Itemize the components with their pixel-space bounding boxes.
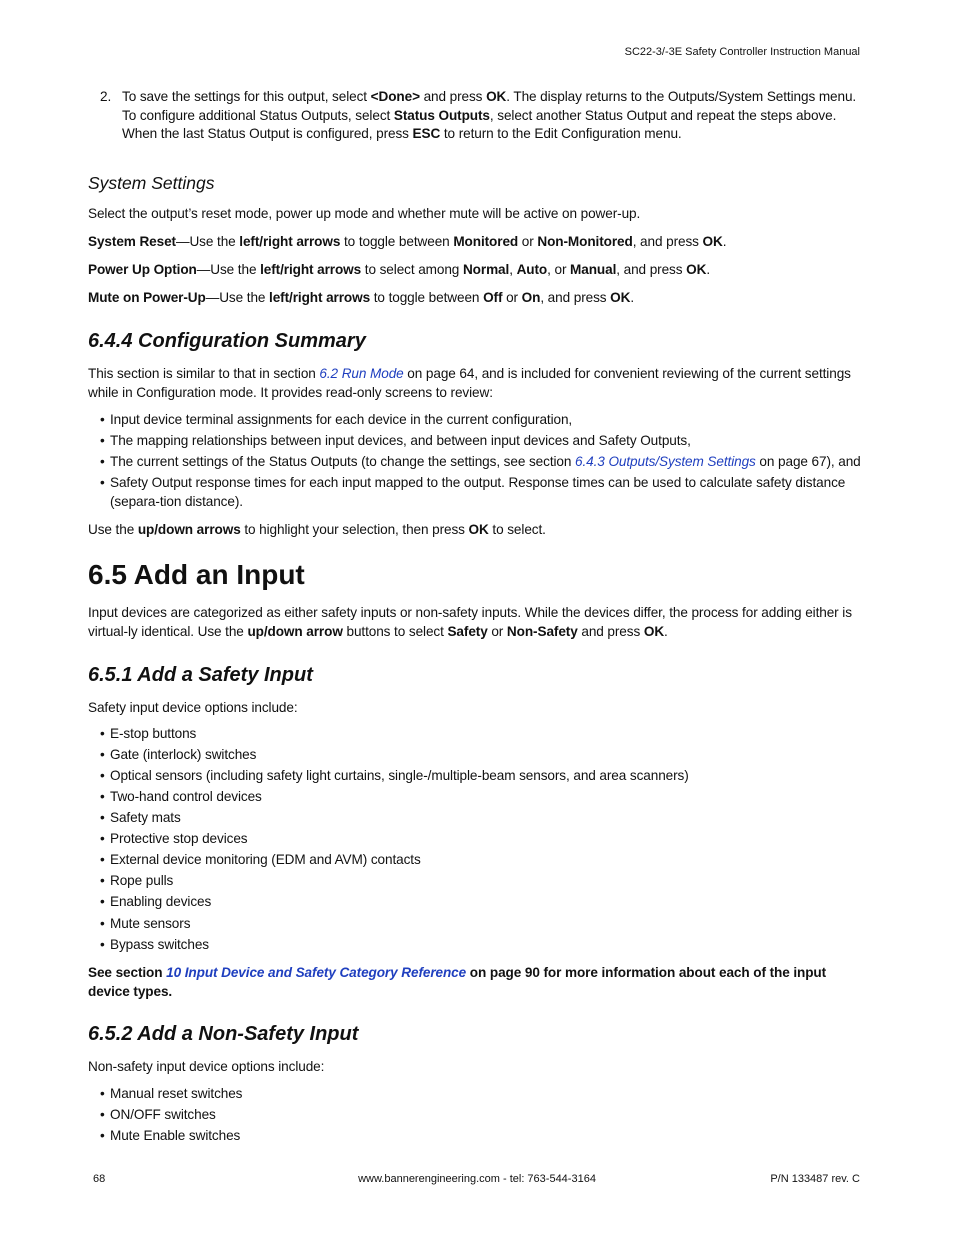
- bullet-icon: •: [100, 1107, 105, 1122]
- bullet-icon: •: [100, 916, 105, 931]
- bullet-icon: •: [100, 1086, 105, 1101]
- power-up-option-paragraph: Power Up Option—Use the left/right arrows to select among Normal, Auto, or Manual, and press OK.: [88, 262, 711, 277]
- bullet-icon: •: [100, 937, 105, 952]
- manual-page: SC22-3/-3E Safety Controller Instruction Manual 2. To save the settings for this output, select <Done> and press OK. The display returns to the Outputs/System Settings menu. To configure additional Status Outputs, select Status Outputs, select another Status Output and repeat the steps above. When the last Status Output is configured, press ESC to return to the Edit Configuration menu. System Settings Select the output’s reset mode, power up mode and whether mute will be active on power-up. System Reset—Use the left/right arrows to toggle between Monitored or Non-Monitored, and press OK. Power Up Option—Use the left/right arrows to select among Normal, Auto, or Manual, and press OK. Mute on Power-Up—Use the left/right arrows to toggle between Off or On, and press OK. 6.4.4 Configuration Summary This section is similar to that in section 6.2 Run Mode on page 64, and is included for convenient reviewing of the current settings while in Configuration mode. It provides read-only screens to review: • Input device terminal assignments for each device in the current configuration, • The mapping relationships between input devices, and between input devices and Safety Outputs, • The current settings of the Status Outputs (to change the settings, see section 6.4.3 Outputs/System Settings on page 67), and • Safety Output response times for each input mapped to the output. Response times can be used to calculate safety distance (separa-tion distance). Use the up/down arrows to highlight your selection, then press OK to select. 6.5 Add an Input Input devices are categorized as either safety inputs or non-safety inputs. While the devices differ, the process for adding either is virtual-ly identical. Use the up/down arrow buttons to select Safety or Non-Safety and press OK. 6.5.1 Add a Safety Input Safety input device options include: • E-stop buttons • Gate (interlock) switches • Optical sensors (including safety light curtains, single-/multiple-beam sensors, and area scanners) • Two-hand control devices • Safety mats • Protective stop devices • External device monitoring (EDM and AVM) contacts • Rope pulls • Enabling devices • Mute sensors • Bypass switches See section 10 Input Device and Safety Category Reference on page 90 for more information about each of the input device types. 6.5.2 Add a Non-Safety Input Non-safety input device options include: • Manual reset switches • ON/OFF switches • Mute Enable switches 68 www.bannerengineering.com - tel: 763-544-3164 P/N 133487 rev. C: [0, 0, 954, 1235]
- step-2-text: To save the settings for this output, select <Done> and press OK. The display returns to the Outputs/System Settings menu. To configure additional Status Outputs, select Status Outputs, select another Status Output and repeat the steps above. When the last Status Output is configured, press ESC to return to the Edit Configuration menu.: [122, 89, 857, 141]
- bullet-icon: •: [100, 810, 105, 825]
- bullet-icon: •: [100, 894, 105, 909]
- configuration-summary-heading: 6.4.4 Configuration Summary: [88, 330, 366, 352]
- bullet-icon: •: [100, 433, 105, 448]
- add-non-safety-input-heading: 6.5.2 Add a Non-Safety Input: [88, 1023, 359, 1045]
- non-safety-input-intro: Non-safety input device options include:: [88, 1059, 325, 1074]
- outputs-system-settings-link[interactable]: 6.4.3 Outputs/System Settings: [575, 454, 756, 469]
- input-device-reference-link[interactable]: 10 Input Device and Safety Category Reference: [166, 965, 467, 980]
- configuration-summary-intro: This section is similar to that in section 6.2 Run Mode on page 64, and is included for convenient reviewing of the current settings while in Configuration mode. It provides read-only screens to review:: [88, 366, 851, 400]
- running-header: SC22-3/-3E Safety Controller Instruction Manual: [624, 46, 860, 58]
- bullet-icon: •: [100, 873, 105, 888]
- system-settings-intro: Select the output’s reset mode, power up mode and whether mute will be active on power-up.: [88, 206, 641, 221]
- bullet-icon: •: [100, 852, 105, 867]
- bullet-icon: •: [100, 412, 105, 427]
- safety-input-intro: Safety input device options include:: [88, 700, 298, 715]
- bullet-icon: •: [100, 747, 105, 762]
- run-mode-link[interactable]: 6.2 Run Mode: [319, 366, 404, 381]
- part-number: P/N 133487 rev. C: [770, 1173, 860, 1185]
- bullet-icon: •: [100, 454, 105, 469]
- add-an-input-heading: 6.5 Add an Input: [88, 559, 305, 590]
- add-an-input-intro: Input devices are categorized as either safety inputs or non-safety inputs. While the devices differ, the process for adding either is virtual-ly identical. Use the up/down arrow buttons to select Safety or Non-Safety and press OK.: [88, 605, 852, 639]
- bullet-icon: •: [100, 726, 105, 741]
- see-section-note: See section 10 Input Device and Safety Category Reference on page 90 for more information about each of the input device types.: [88, 965, 827, 999]
- system-settings-heading: System Settings: [88, 173, 215, 193]
- bullet-icon: •: [100, 789, 105, 804]
- bullet-icon: •: [100, 768, 105, 783]
- page-number: 68: [93, 1173, 106, 1185]
- footer-contact: www.bannerengineering.com - tel: 763-544-3164: [358, 1173, 596, 1185]
- mute-on-power-up-paragraph: Mute on Power-Up—Use the left/right arrows to toggle between Off or On, and press OK.: [88, 290, 635, 305]
- step-number: 2.: [100, 89, 112, 104]
- bullet-icon: •: [100, 831, 105, 846]
- add-safety-input-heading: 6.5.1 Add a Safety Input: [88, 664, 313, 686]
- configuration-summary-outro: Use the up/down arrows to highlight your selection, then press OK to select.: [88, 522, 546, 537]
- bullet-icon: •: [100, 1128, 105, 1143]
- system-reset-paragraph: System Reset—Use the left/right arrows to toggle between Monitored or Non-Monitored, and press OK.: [88, 234, 727, 249]
- bullet-icon: •: [100, 475, 105, 490]
